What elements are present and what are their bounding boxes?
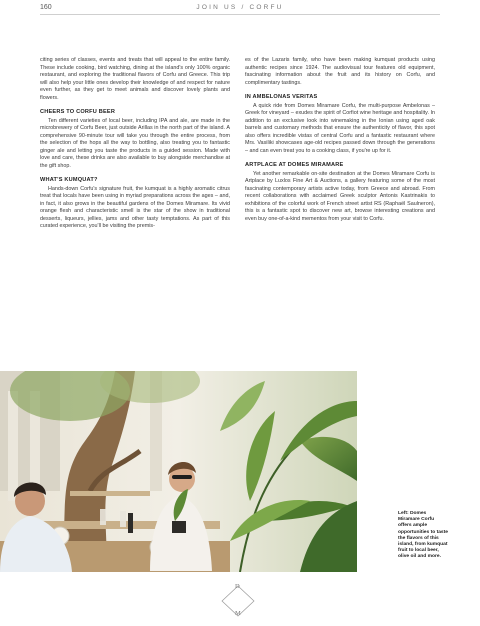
right-text-column [245,57,435,223]
right-paragraph-2: A quick ride from Domes Miramare Corfu, the multi-purpose Ambelonas – Greek for vineyard – exudes the spirit of Corfiot wine heritage and hospitality. In addition to an exclusive look into winemaking in the Ionian using aged oak barrels and customary methods that ensure the authenticity of flavor, this spot also offers incredible vistas of central Corfu and a fantastic restaurant where Mrs. Vasiliki showcases age-old recipes passed down through the generations – and can even treat you to a cooking class, if you're up for it. [245,102,435,154]
left-paragraph-1: citing series of classes, events and treats that will appeal to the entire family. These include cooking, bird watching, dining at the island's only 100% organic restaurant, and exploring the traditional flavors of Corfu and Greece. This trip will also help your little ones develop their knowledge of and respect for nature even further, as they get to meet animals and discover lovely plants and flowers. [40,57,230,101]
left-paragraph-2: Ten different varieties of local beer, including IPA and ale, are made in the microbrewery of Corfu Beer, just outside Arillas in the north part of the island. A comprehensive 90-minute tour will take you through the entire process, from the selection of the hops all the way to bottling, also treating you to fantastic ginger ale and letting you taste the products in a guided session. Made with love and care, these drinks are also available to buy alongside merchandise at the gift shop. [40,117,230,169]
left-text-column [40,57,230,231]
heading-cheers-to-corfu-beer: CHEERS TO CORFU BEER [40,109,116,115]
photo-illustration [0,371,357,572]
page-number: 160 [40,4,52,11]
logo-letter-bottom: M [235,610,241,617]
photo-caption: Left: Domes Miramare Corfu offers ample opportunities to taste the flavors of this island, from kumquat fruit to local beer, olive oil and more. [398,511,448,560]
right-paragraph-3: Yet another remarkable on-site destination at the Domes Miramare Corfu is Artplace by Luxlos Fine Art & Auctions, a gallery featuring some of the most fascinating contemporary artists active today, from Greece and abroad. From recent collaborations with acclaimed Greek sculptor Antonis Kastrinakis to exhibitions of the colorful work of French street artist RS (Raphaël Saulneron), this is a fantastic spot to discover new art, browse interesting creations and even buy one-of-a-kind mementos from your visit to Corfu. [245,170,435,222]
left-paragraph-3: Hands-down Corfu's signature fruit, the kumquat is a highly aromatic citrus treat that locals have been using in myriad preparations across the ages – and, in fact, it also grows in the beautiful gardens of the Domes Miramare. Its vivid orange flesh and characteristic smell is the star of the show in traditional desserts, liqueurs, jellies, jams and other tasty temptations. As part of this curated experience, you'll be visiting the premis- [40,185,230,229]
header-divider [40,14,440,15]
logo-letter-top: D [235,583,240,590]
right-paragraph-1: es of the Lazaris family, who have been making kumquat products using authentic recipes since 1924. The audiovisual tour features old equipment, fascinating information about the fruit and its history on Corfu, and complimentary tastings. [245,57,435,86]
domes-monogram-logo [218,582,258,620]
restaurant-terrace-photo [0,371,357,572]
heading-whats-kumquat: WHAT'S KUMQUAT? [40,177,98,183]
heading-artplace-at-domes-miramare: ARTPLACE AT DOMES MIRAMARE [245,162,344,168]
heading-in-ambelonas-veritas: IN AMBELONAS VERITAS [245,94,318,100]
section-title: JOIN US / CORFU [196,4,284,11]
